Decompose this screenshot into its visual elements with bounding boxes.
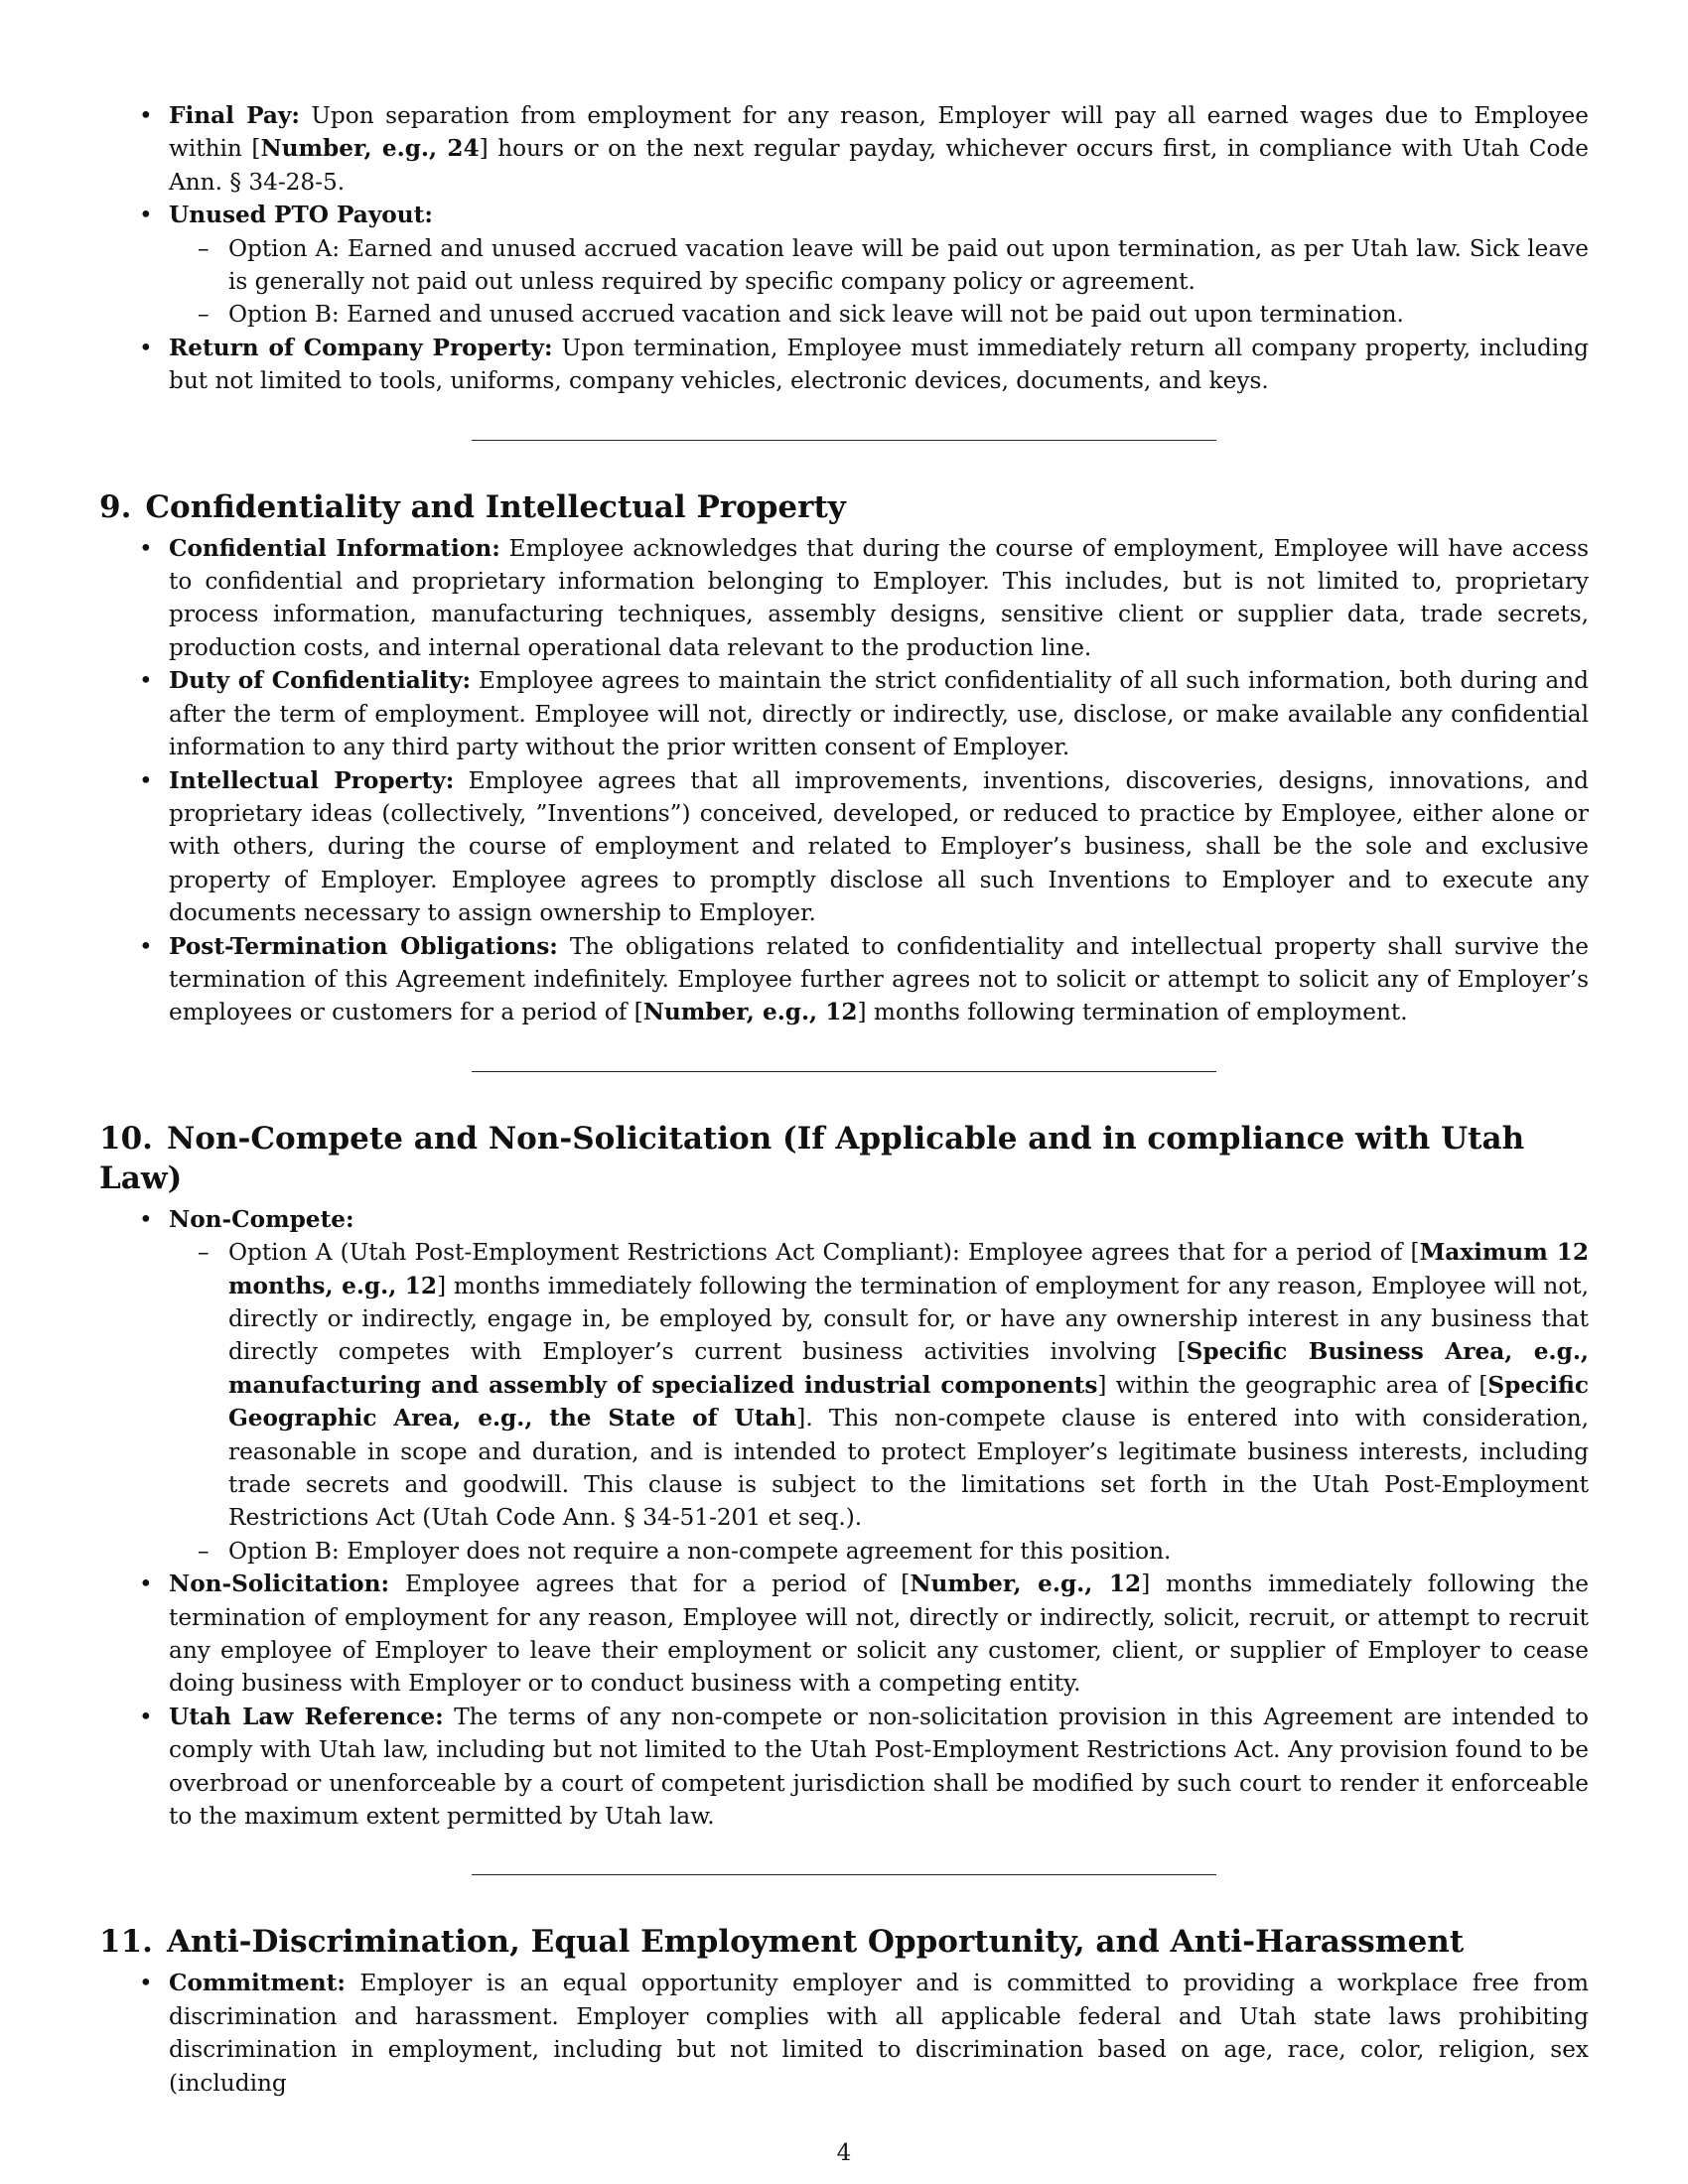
section-heading bbox=[99, 487, 1589, 527]
item-text: Option A (Utah Post-Employment Restrictions Act Compliant): Employee agrees that for a period of [ bbox=[228, 1239, 1420, 1267]
section10-list bbox=[99, 1203, 1589, 1834]
sublist-item-option-a bbox=[169, 232, 1589, 299]
document-page bbox=[99, 99, 1589, 2100]
bullet-icon: • bbox=[139, 1570, 153, 1598]
item-text: Option B: Earned and unused accrued vacation and sick leave will not be paid out upon termination. bbox=[228, 301, 1404, 329]
item-label: Confidential Information: bbox=[169, 534, 500, 562]
section-number: 11. bbox=[99, 1924, 153, 1961]
item-text: Employee acknowledges that during the course of employment, Employee will have access to confidential and proprietary information belonging to Employer. This includes, but is not limited to, proprietary process information, manufacturing techniques, assembly designs, sensitive client or supplier data, trade secrets, production costs, and internal operational data relevant to the production line. bbox=[169, 534, 1589, 661]
bullet-icon: • bbox=[139, 1703, 153, 1730]
item-text: Employee agrees that all improvements, inventions, discoveries, designs, innovations, and proprietary ideas (collectively, ”Inventions”) conceived, developed, or reduced to practice by Employee, either alone or with others, during the course of employment and related to Employer’s business, shall be the sole and exclusive property of Employer. Employee agrees to promptly disclose all such Inventions to Employer and to execute any documents necessary to assign ownership to Employer. bbox=[169, 766, 1589, 927]
list-item-return-property bbox=[99, 332, 1589, 398]
section9-list bbox=[99, 532, 1589, 1029]
item-label: Utah Law Reference: bbox=[169, 1703, 444, 1730]
placeholder-text: Specific Business Area, e.g., manufacturing and assembly of specialized industrial components bbox=[228, 1338, 1589, 1399]
item-text: ] months immediately following the termination of employment for any reason, Employee will not, directly or indirectly, engage in, be employed by, consult for, or have any ownership interest in any business that directly competes with Employer’s current business activities involving [ bbox=[228, 1272, 1590, 1366]
item-text: Option B: Employer does not require a non-compete agreement for this position. bbox=[228, 1537, 1172, 1565]
item-text: Employer is an equal opportunity employer and is committed to providing a workplace free from discrimination and harassment. Employer complies with all applicable federal and Utah state laws prohibiting discrimination in employment, including but not limited to discrimination based on age, race, color, religion, sex (including bbox=[169, 1970, 1589, 2097]
sublist-item-option-b bbox=[169, 1535, 1589, 1568]
item-label: Final Pay: bbox=[169, 102, 300, 129]
section-number: 10. bbox=[99, 1120, 153, 1157]
item-text: Upon termination, Employee must immediately return all company property, including but not limited to tools, uniforms, company vehicles, electronic devices, documents, and keys. bbox=[169, 334, 1589, 395]
dash-icon: – bbox=[198, 1537, 210, 1565]
dash-icon: – bbox=[198, 1239, 210, 1267]
non-compete-options-list bbox=[169, 1236, 1589, 1568]
section-divider bbox=[472, 440, 1216, 441]
section-divider bbox=[472, 1874, 1216, 1875]
dash-icon: – bbox=[198, 301, 210, 329]
list-item-commitment bbox=[99, 1967, 1589, 2100]
section-number: 9. bbox=[99, 488, 132, 525]
item-text: ] within the geographic area of [ bbox=[1097, 1371, 1488, 1399]
list-item-utah-law bbox=[99, 1701, 1589, 1834]
item-text: ]. This non-compete clause is entered into with consideration, reasonable in scope and duration, and is intended to protect Employer’s legitimate business interests, including trade secrets and goodwill. This clause is subject to the limitations set forth in the Utah Post-Employment Restrictions Act (Utah Code Ann. § 34-51-201 et seq.). bbox=[228, 1405, 1590, 1532]
bullet-icon: • bbox=[139, 1970, 153, 1997]
bullet-icon: • bbox=[139, 766, 153, 794]
bullet-icon: • bbox=[139, 102, 153, 129]
placeholder-text: Maximum 12 months, e.g., 12 bbox=[228, 1239, 1589, 1299]
item-text: Option A: Earned and unused accrued vacation leave will be paid out upon termination, as per Utah law. Sick leave is generally not paid out unless required by specific company policy or agreement. bbox=[228, 234, 1589, 296]
bullet-icon: • bbox=[139, 534, 153, 562]
item-label: Unused PTO Payout: bbox=[169, 202, 433, 229]
placeholder-text: Number, e.g., 24 bbox=[260, 135, 480, 163]
section-title: Anti-Discrimination, Equal Employment Opportunity, and Anti-Harassment bbox=[166, 1924, 1465, 1961]
list-item-confidential-info bbox=[99, 532, 1589, 665]
item-label: Non-Solicitation: bbox=[169, 1570, 390, 1598]
bullet-icon: • bbox=[139, 932, 153, 960]
placeholder-text: Number, e.g., 12 bbox=[910, 1570, 1142, 1598]
placeholder-text: Specific Geographic Area, e.g., the State of Utah bbox=[228, 1371, 1589, 1433]
sublist-item-option-a bbox=[169, 1236, 1589, 1535]
list-item-duty bbox=[99, 664, 1589, 763]
item-text: Employee agrees that for a period of [ bbox=[389, 1570, 911, 1598]
list-item-non-compete bbox=[99, 1203, 1589, 1568]
pto-options-list bbox=[169, 232, 1589, 332]
item-label: Post-Termination Obligations: bbox=[169, 932, 558, 960]
section8-list bbox=[99, 99, 1589, 398]
section-heading bbox=[99, 1922, 1589, 1962]
placeholder-text: Number, e.g., 12 bbox=[642, 999, 858, 1026]
item-label: Return of Company Property: bbox=[169, 334, 553, 361]
item-label: Duty of Confidentiality: bbox=[169, 667, 472, 695]
bullet-icon: • bbox=[139, 334, 153, 361]
item-text: ] months immediately following the termination of employment for any reason, Employee will not, directly or indirectly, solicit, recruit, or attempt to recruit any employee of Employer to leave their employment or solicit any customer, client, or supplier of Employer to cease doing business with Employer or to conduct business with a competing entity. bbox=[169, 1570, 1589, 1698]
section-title: Confidentiality and Intellectual Property bbox=[145, 488, 846, 525]
list-item-ip bbox=[99, 764, 1589, 930]
bullet-icon: • bbox=[139, 667, 153, 695]
bullet-icon: • bbox=[139, 1205, 153, 1233]
list-item-non-solicitation bbox=[99, 1568, 1589, 1701]
page-number: 4 bbox=[836, 2140, 852, 2166]
section-title: Non-Compete and Non-Solicitation (If Applicable and in compliance with Utah Law) bbox=[99, 1120, 1525, 1196]
sublist-item-option-b bbox=[169, 298, 1589, 331]
item-label: Intellectual Property: bbox=[169, 766, 455, 794]
list-item-final-pay bbox=[99, 99, 1589, 199]
bullet-icon: • bbox=[139, 202, 153, 229]
item-label: Commitment: bbox=[169, 1970, 346, 1997]
item-text: The obligations related to confidentiality and intellectual property shall survive the termination of this Agreement indefinitely. Employee further agrees not to solicit or attempt to solicit any of Employer’s employees or customers for a period of [ bbox=[169, 932, 1589, 1026]
item-label: Non-Compete: bbox=[169, 1205, 354, 1233]
section-divider bbox=[472, 1071, 1216, 1072]
item-text: ] hours or on the next regular payday, whichever occurs first, in compliance with Utah Code Ann. § 34-28-5. bbox=[169, 135, 1589, 196]
section11-list bbox=[99, 1967, 1589, 2100]
item-text: Employee agrees to maintain the strict confidentiality of all such information, both during and after the term of employment. Employee will not, directly or indirectly, use, disclose, or make available any confidential information to any third party without the prior written consent of Employer. bbox=[169, 667, 1589, 761]
item-text: ] months following termination of employment. bbox=[857, 999, 1408, 1026]
item-text: The terms of any non-compete or non-solicitation provision in this Agreement are intended to comply with Utah law, including but not limited to the Utah Post-Employment Restrictions Act. Any provision found to be overbroad or unenforceable by a court of competent jurisdiction shall be modified by such court to render it enforceable to the maximum extent permitted by Utah law. bbox=[169, 1703, 1589, 1831]
list-item-post-termination bbox=[99, 930, 1589, 1029]
item-text: Upon separation from employment for any reason, Employer will pay all earned wages due to Employee within [ bbox=[169, 102, 1590, 163]
section-heading bbox=[99, 1119, 1589, 1198]
list-item-pto-payout bbox=[99, 199, 1589, 332]
dash-icon: – bbox=[198, 234, 210, 262]
